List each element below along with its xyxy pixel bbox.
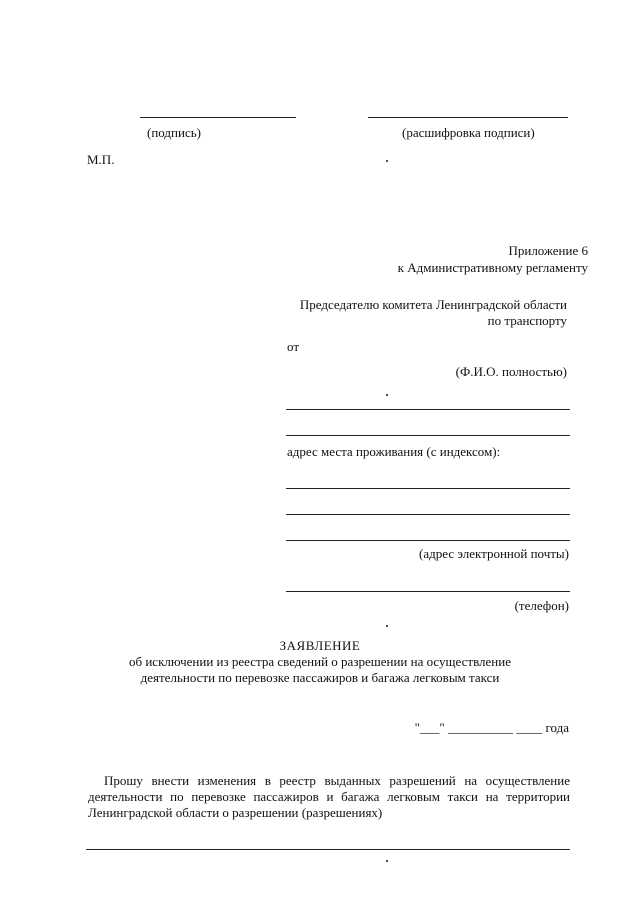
addressee-line1: Председателю комитета Ленинградской области <box>299 297 567 312</box>
fio-field-line-2[interactable] <box>286 435 570 436</box>
addressee-line2: по транспорту <box>487 313 567 328</box>
statement-body-line2: деятельности по перевозке пассажиров и багажа легковым такси на территории <box>88 789 570 804</box>
permits-field-line[interactable] <box>86 849 570 850</box>
appendix-subtitle: к Административному регламенту <box>397 260 588 275</box>
statement-title: ЗАЯВЛЕНИЕ <box>279 638 361 653</box>
email-field-line[interactable] <box>286 591 570 592</box>
from-label: от <box>287 339 300 354</box>
signature-label: (подпись) <box>147 125 201 140</box>
phone-label: (телефон) <box>514 598 569 613</box>
appendix-title: Приложение 6 <box>508 243 588 258</box>
address-field-line-1[interactable] <box>286 488 570 489</box>
date-field[interactable]: "___" __________ ____ года <box>414 720 569 735</box>
fio-label: (Ф.И.О. полностью) <box>455 364 567 379</box>
statement-body <box>88 773 570 821</box>
statement-subtitle-line2: деятельности по перевозке пассажиров и багажа легковым такси <box>140 670 500 685</box>
statement-body-line1: Прошу внести изменения в реестр выданных разрешений на осуществление <box>104 773 570 788</box>
email-label: (адрес электронной почты) <box>419 546 569 561</box>
scan-speck <box>386 160 388 162</box>
address-label: адрес места проживания (с индексом): <box>287 444 501 459</box>
scan-speck <box>386 394 388 396</box>
signature-line[interactable] <box>140 117 296 118</box>
address-field-line-3[interactable] <box>286 540 570 541</box>
statement-subtitle-line1: об исключении из реестра сведений о разрешении на осуществление <box>128 654 511 669</box>
fio-field-line-1[interactable] <box>286 409 570 410</box>
signature-decode-line[interactable] <box>368 117 568 118</box>
address-field-line-2[interactable] <box>286 514 570 515</box>
scan-speck <box>386 625 388 627</box>
scan-speck <box>386 860 388 862</box>
signature-decode-label: (расшифровка подписи) <box>402 125 535 140</box>
stamp-label: М.П. <box>87 152 115 167</box>
statement-body-line3: Ленинградской области о разрешении (разрешениях) <box>88 805 383 820</box>
